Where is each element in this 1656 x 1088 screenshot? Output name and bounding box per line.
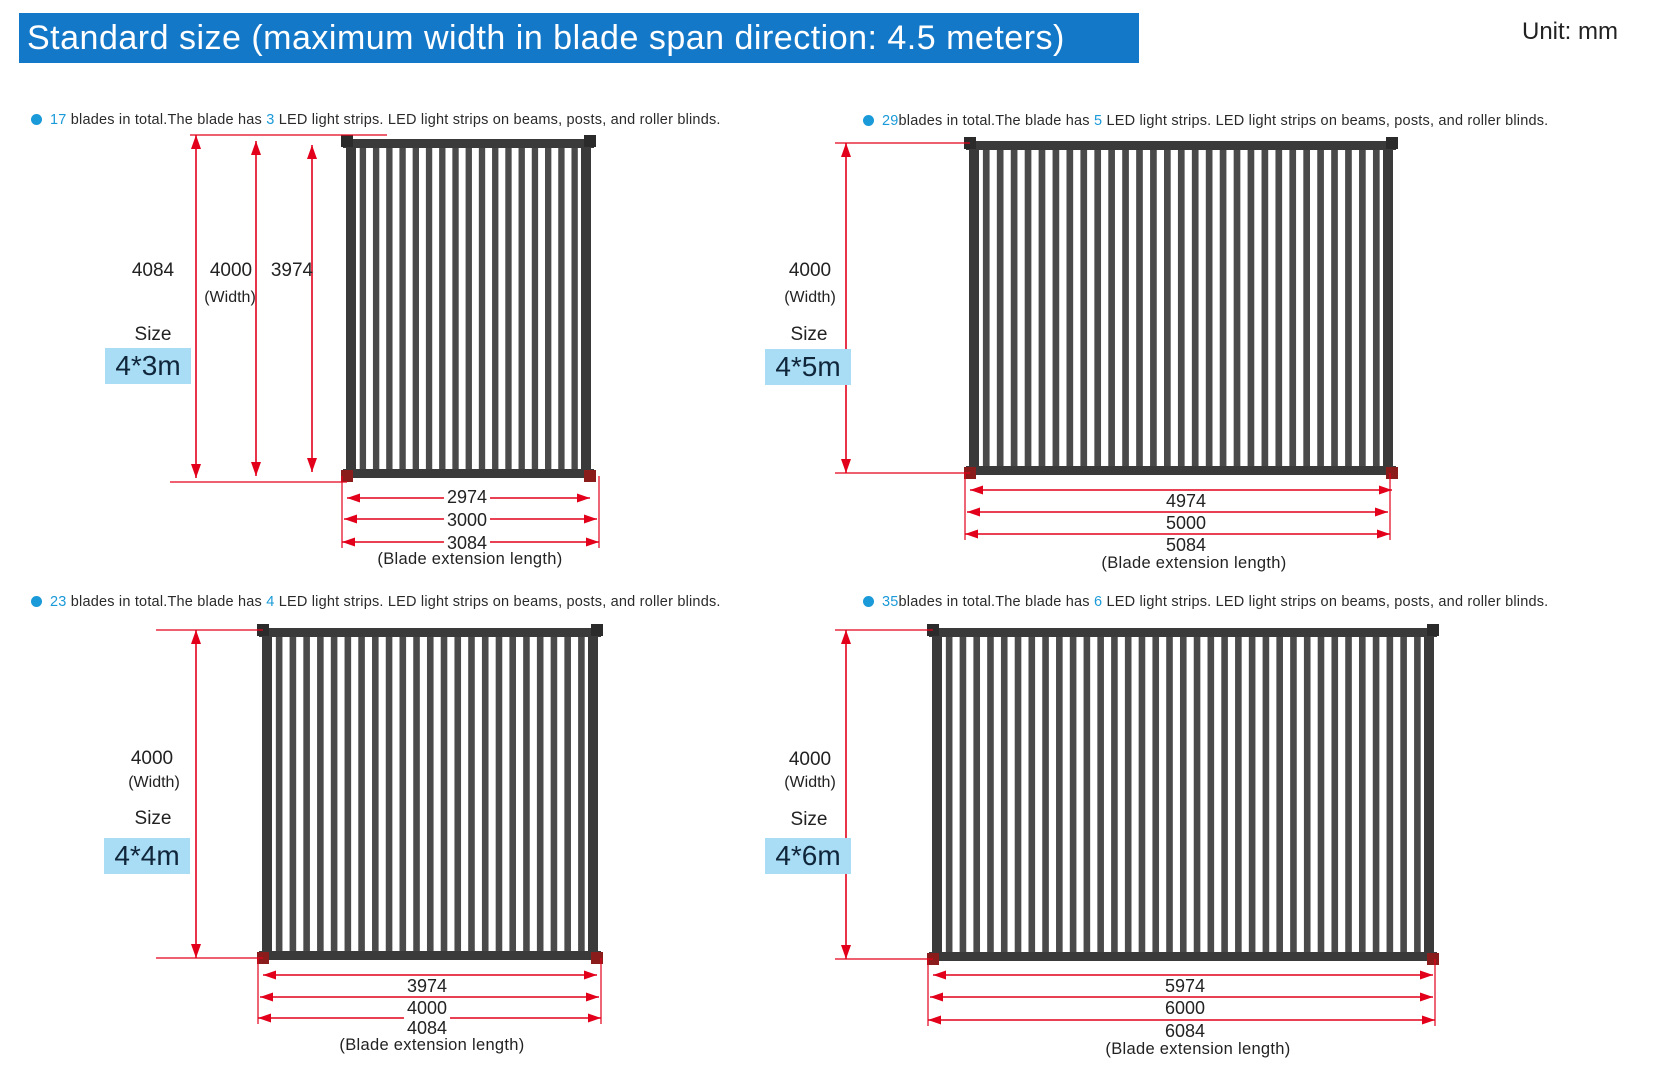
length-dim-label: 6084 — [1162, 1021, 1208, 1041]
louver-blade — [946, 637, 953, 952]
louver-blade — [1056, 637, 1063, 952]
length-dim-label: 3084 — [444, 533, 490, 553]
size-label: Size — [790, 324, 828, 345]
louver-blade — [960, 637, 967, 952]
arrow-head — [841, 630, 851, 644]
led-strip-count: 5 — [1093, 113, 1103, 129]
arrow-head — [1422, 1016, 1435, 1025]
length-dim-label: 3000 — [444, 510, 490, 530]
blade-count: 17 — [50, 112, 67, 128]
extension-note: (Blade extension length) — [377, 550, 563, 568]
arrow-head — [1420, 971, 1433, 980]
corner-post — [1427, 624, 1439, 636]
extension-note: (Blade extension length) — [1105, 1040, 1291, 1058]
length-dim-label: 4000 — [404, 998, 450, 1018]
length-dim-label: 6000 — [1162, 998, 1208, 1018]
bottom-beam — [929, 952, 1437, 961]
length-dim-label: 5000 — [1163, 513, 1209, 533]
size-badge: 4*5m — [765, 349, 851, 385]
blade-count: 35 — [882, 594, 899, 610]
louver-blade — [1070, 637, 1077, 952]
louver-blade — [1194, 637, 1201, 952]
panel-caption: 17 blades in total.The blade has 3 LED light strips. LED light strips on beams, posts, and roller blinds. — [31, 112, 721, 128]
side-beam — [933, 630, 942, 959]
length-dim-label: 4084 — [404, 1018, 450, 1038]
louver-blade — [1111, 637, 1118, 952]
louver-blade — [1180, 637, 1187, 952]
louver-blade — [1166, 637, 1173, 952]
louver-blade — [973, 637, 980, 952]
louver-blade — [1290, 637, 1297, 952]
led-strip-count: 6 — [1093, 594, 1103, 610]
arrow-head — [930, 993, 943, 1002]
width-note: (Width) — [784, 289, 836, 306]
panel-caption: 35blades in total.The blade has 6 LED light strips. LED light strips on beams, posts, and roller blinds. — [863, 594, 1548, 610]
length-dim-label: 2974 — [444, 487, 490, 507]
louver-blade — [1373, 637, 1380, 952]
size-badge: 4*3m — [105, 348, 191, 384]
blade-count: 29 — [882, 113, 899, 129]
size-label: Size — [134, 324, 172, 345]
blade-count: 23 — [50, 594, 67, 610]
extension-note: (Blade extension length) — [1101, 554, 1287, 572]
louver-blade — [1042, 637, 1049, 952]
length-dim-label: 5974 — [1162, 976, 1208, 996]
louver-blade — [1263, 637, 1270, 952]
louver-blade — [1001, 637, 1008, 952]
louver-blade — [1028, 637, 1035, 952]
arrow-head — [1420, 993, 1433, 1002]
louver-blade — [1249, 637, 1256, 952]
louver-blade — [1276, 637, 1283, 952]
height-dim-label: 4000 — [788, 749, 832, 770]
corner-post — [1427, 953, 1439, 965]
louver-blade — [1318, 637, 1325, 952]
panel-caption: 29blades in total.The blade has 5 LED light strips. LED light strips on beams, posts, and roller blinds. — [863, 113, 1548, 129]
height-dim-label: 4000 — [788, 260, 832, 281]
width-note: (Width) — [128, 774, 180, 791]
length-dim-label: 5084 — [1163, 535, 1209, 555]
arrow-head — [841, 945, 851, 959]
louver-blade — [1152, 637, 1159, 952]
size-badge: 4*4m — [104, 838, 190, 874]
louver-blade — [1345, 637, 1352, 952]
side-beam — [1424, 630, 1433, 959]
louver-blade — [1208, 637, 1215, 952]
louver-blade — [1331, 637, 1338, 952]
louver-blade — [1221, 637, 1228, 952]
louver-blade — [1235, 637, 1242, 952]
height-dim-label: 4084 — [131, 260, 175, 281]
louver-blade — [1359, 637, 1366, 952]
louver-blade — [1084, 637, 1091, 952]
height-dim-label: 4000 — [130, 748, 174, 769]
size-label: Size — [134, 808, 172, 829]
length-dim-label: 3974 — [404, 976, 450, 996]
width-note: (Width) — [784, 774, 836, 791]
louver-blade — [1414, 637, 1421, 952]
louver-blade — [1387, 637, 1394, 952]
louver-blade — [987, 637, 994, 952]
height-dim-label: 4000 — [209, 260, 253, 281]
size-badge: 4*6m — [765, 838, 851, 874]
louver-blade — [1097, 637, 1104, 952]
louver-blade — [1400, 637, 1407, 952]
led-strip-count: 4 — [266, 594, 275, 610]
height-dim-label: 3974 — [270, 260, 314, 281]
arrow-head — [933, 971, 946, 980]
width-note: (Width) — [204, 289, 256, 306]
louver-blade — [1139, 637, 1146, 952]
extension-note: (Blade extension length) — [339, 1036, 525, 1054]
led-strip-count: 3 — [266, 112, 275, 128]
panel-caption: 23 blades in total.The blade has 4 LED light strips. LED light strips on beams, posts, and roller blinds. — [31, 594, 721, 610]
top-beam — [929, 628, 1437, 637]
louver-blade — [1125, 637, 1132, 952]
louver-blade — [1304, 637, 1311, 952]
size-label: Size — [790, 809, 828, 830]
length-dim-label: 4974 — [1163, 491, 1209, 511]
louver-blade — [1015, 637, 1022, 952]
unit-label: Unit: mm — [1522, 18, 1618, 45]
arrow-head — [928, 1016, 941, 1025]
page-title: Standard size (maximum width in blade span direction: 4.5 meters) — [19, 13, 1139, 63]
